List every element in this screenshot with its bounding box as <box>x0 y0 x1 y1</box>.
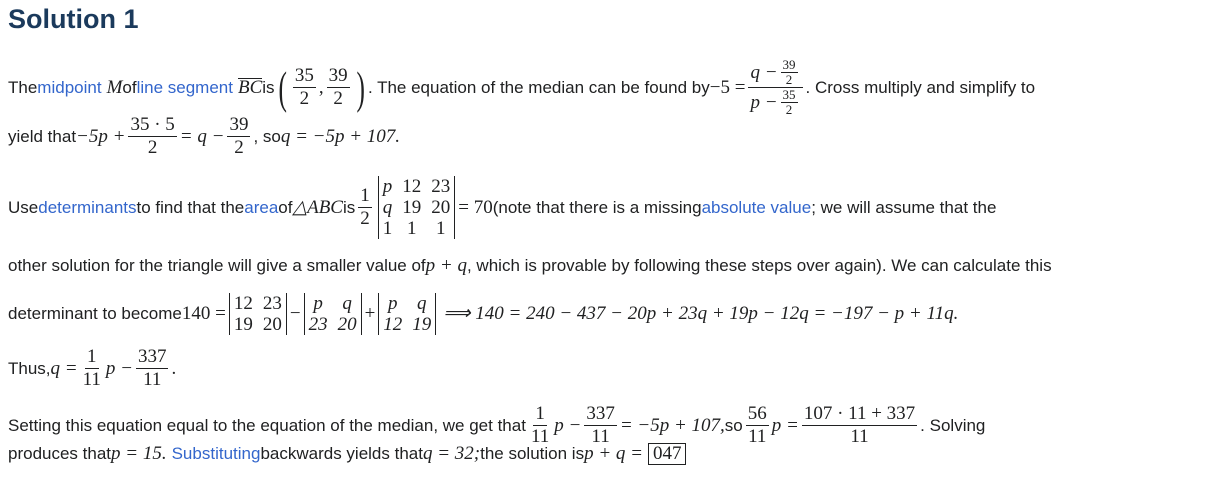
matrix-entry: 1 <box>382 218 393 239</box>
link-midpoint[interactable]: midpoint <box>37 77 102 97</box>
matrix-entry: 23 <box>262 293 282 314</box>
frac-solution: $\frac{107 \cdot 11 + 337}{11}$ <box>803 403 916 447</box>
link-absolute-value[interactable]: absolute value <box>701 197 812 217</box>
math: = −5p + 107, <box>619 414 725 436</box>
matrix-entry: 19 <box>412 314 432 335</box>
frac-median-slope: q − $\frac{39}{2}$ p − $\frac{35}{2}$ <box>748 58 802 117</box>
matrix-entry: 12 <box>383 314 403 335</box>
math-triangle: △ABC <box>292 196 343 218</box>
text: . The equation of the median can be found by <box>367 77 710 97</box>
math: q = 32; <box>422 443 481 464</box>
math: + <box>364 303 376 324</box>
text: yield that <box>8 126 77 146</box>
link-substituting[interactable]: Substituting <box>171 444 261 463</box>
math: = 70 <box>458 196 493 218</box>
math: −5 = <box>709 76 746 98</box>
answer-box: 047 <box>648 443 687 465</box>
math: p − <box>554 414 582 436</box>
determinant-m3 <box>378 293 436 335</box>
matrix-entry: 1 <box>407 218 417 239</box>
para4-line2 <box>8 443 686 465</box>
matrix-entry: q <box>382 197 393 218</box>
para2-line2 <box>8 256 1052 276</box>
determinant-m2 <box>304 293 362 335</box>
matrix-entry: 12 <box>233 293 253 314</box>
math-expansion: ⟹ 140 = 240 − 437 − 20p + 23q + 19p − 12q = −197 − p + 11q. <box>443 303 959 324</box>
text: . Cross multiply and simplify to <box>805 77 1036 97</box>
determinant-3x3 <box>378 176 456 239</box>
matrix-entry: 12 <box>402 176 422 197</box>
link-line-segment[interactable]: line segment <box>136 77 233 97</box>
para2-line3 <box>8 293 958 335</box>
text: is <box>262 77 275 97</box>
para2-line1 <box>8 176 996 239</box>
text: is <box>342 197 356 217</box>
math: = q − <box>179 125 225 147</box>
frac-mid-x: $\frac{35}{2}$ <box>294 65 314 109</box>
matrix-entry: p <box>382 176 393 197</box>
text: Thus, <box>8 358 51 378</box>
text: Use <box>8 197 39 217</box>
para1-line2 <box>8 114 400 159</box>
text: , so <box>253 126 281 146</box>
matrix-entry: p <box>313 293 323 314</box>
frac-1-11: $\frac{1}{11}$ <box>82 346 101 390</box>
math: . <box>171 357 177 379</box>
text: the solution is <box>480 444 585 463</box>
text: determinant to become <box>8 304 182 323</box>
determinant-m1 <box>229 293 287 335</box>
text: ; we will assume that the <box>811 197 997 217</box>
matrix-entry: 19 <box>233 314 253 335</box>
frac-mid-y: $\frac{39}{2}$ <box>328 65 348 109</box>
frac-1-11: $\frac{1}{11}$ <box>530 403 550 447</box>
math: q = <box>50 357 78 379</box>
frac-337-11: $\frac{337}{11}$ <box>586 403 615 447</box>
right-paren: ) <box>356 61 365 113</box>
text: backwards yields that <box>260 444 423 463</box>
math: p − <box>105 357 133 379</box>
matrix-entry: 20 <box>337 314 357 335</box>
matrix-entry: 19 <box>402 197 422 218</box>
matrix-entry: 1 <box>436 218 446 239</box>
matrix-entry: p <box>388 293 398 314</box>
frac-337-11: $\frac{337}{11}$ <box>137 346 167 390</box>
text: The <box>8 77 38 97</box>
frac-half: $\frac{1}{2}$ <box>360 185 370 229</box>
math: p + q = <box>584 443 643 464</box>
math: p = <box>771 414 799 436</box>
frac-56-11: $\frac{56}{11}$ <box>747 403 767 447</box>
link-determinants[interactable]: determinants <box>38 197 137 217</box>
para3-line1 <box>8 346 176 391</box>
para4-line1 <box>8 403 985 448</box>
math: − <box>289 303 301 324</box>
solution-heading: Solution 1 <box>8 4 139 34</box>
math: p + q <box>425 255 467 276</box>
text: . Solving <box>920 415 986 435</box>
matrix-entry: 20 <box>262 314 282 335</box>
text: other solution for the triangle will give a smaller value of <box>8 256 426 275</box>
text: of <box>278 197 293 217</box>
para1-line1: The midpoint M of line segment BC is ( $\frac{35}{2}$ , $\frac{39}{2}$ ) . The equation of the median can be found by −5 = q − $\frac{39}{2}$ p − $\frac{35}{2}$ . Cross multiply and simplify to <box>8 57 1036 117</box>
text: to find that the <box>136 197 245 217</box>
frac-eq2: $\frac{35 \cdot 5}{2}$ <box>130 114 175 158</box>
math-BC: BC <box>237 77 263 98</box>
text: (note that there is a missing <box>492 197 702 217</box>
matrix-entry: 20 <box>431 197 451 218</box>
matrix-entry: q <box>417 293 427 314</box>
math-M: M <box>106 76 123 98</box>
text: produces that <box>8 444 112 463</box>
matrix-entry: 23 <box>431 176 451 197</box>
matrix-entry: q <box>342 293 352 314</box>
frac-eq2b: $\frac{39}{2}$ <box>229 114 249 158</box>
math: −5p + <box>76 125 126 147</box>
text: , which is provable by following these steps over again). We can calculate this <box>466 256 1052 275</box>
matrix-entry: 23 <box>308 314 328 335</box>
text: of <box>122 77 137 97</box>
math: 140 = <box>181 303 226 324</box>
left-paren: ( <box>277 61 287 113</box>
link-area[interactable]: area <box>244 197 279 217</box>
math: p = 15. <box>111 443 167 464</box>
text: Setting this equation equal to the equation of the median, we get that <box>8 415 526 435</box>
text: so <box>724 415 743 435</box>
math: q = −5p + 107. <box>280 125 401 147</box>
